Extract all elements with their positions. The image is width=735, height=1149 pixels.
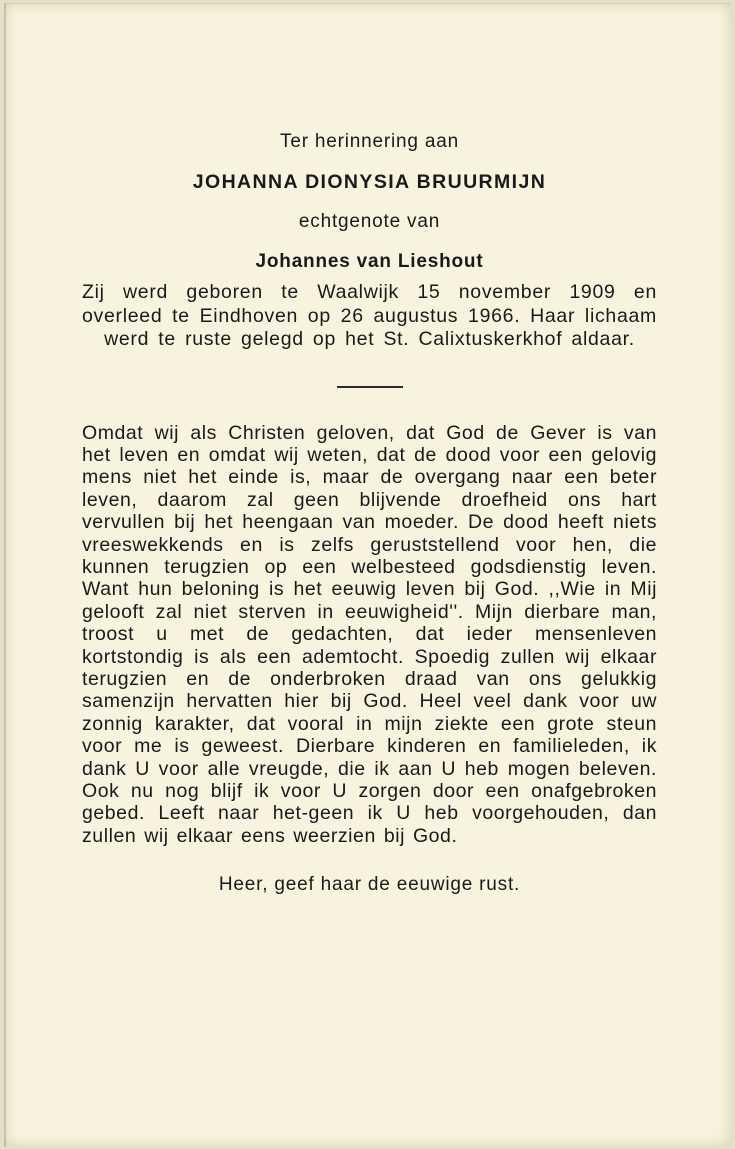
relation-text: echtgenote van (298, 211, 441, 232)
biography-paragraph: Zij werd geboren te Waalwijk 15 november 1909 en overleed te Eindhoven op 26 augustus 1966. Haar lichaam werd te ruste gelegd op het St. Calixtuskerkhof aldaar. (82, 281, 657, 350)
card-content (82, 127, 657, 899)
divider-line (337, 386, 403, 388)
closing-prayer: Heer, geef haar de eeuwige rust. (218, 874, 521, 896)
meditation-paragraph: Omdat wij als Christen geloven, dat God de Gever is van het leven en omdat wij weten, dat de dood voor een gelovig mens niet het einde is, maar de overgang naar een beter leven, daarom zal geen blijvende droefheid ons hart vervullen bij het heengaan van moeder. De dood heeft niets vreeswekkends en is zelfs geruststellend voor hen, die kunnen terugzien op een welbesteed godsdienstig leven. Want hun beloning is het eeuwig leven bij God. ,,Wie in Mij gelooft zal niet sterven in eeuwigheid''. Mijn dierbare man, troost u met de gedachten, dat ieder mensenleven kortstondig is als een ademtocht. Spoedig zullen wij elkaar terugzien en de onderbroken draad van ons gelukkig samenzijn hervatten hier bij God. Heel veel dank voor uw zonnig karakter, dat vooral in mijn ziekte een grote steun voor me is geweest. Dierbare kinderen en familieleden, ik dank U voor alle vreugde, die ik aan U heb mogen beleven. Ook nu nog blijf ik voor U zorgen door een onafgebroken gebed. Leeft naar het-geen ik U heb voorgehouden, dan zullen wij elkaar eens weerzien bij God. (82, 421, 657, 847)
deceased-name: JOHANNA DIONYSIA BRUURMIJN (192, 171, 547, 193)
intro-text: Ter herinnering aan (280, 131, 459, 152)
spouse-name: Johannes van Lieshout (255, 251, 484, 272)
memorial-card (4, 3, 731, 1147)
